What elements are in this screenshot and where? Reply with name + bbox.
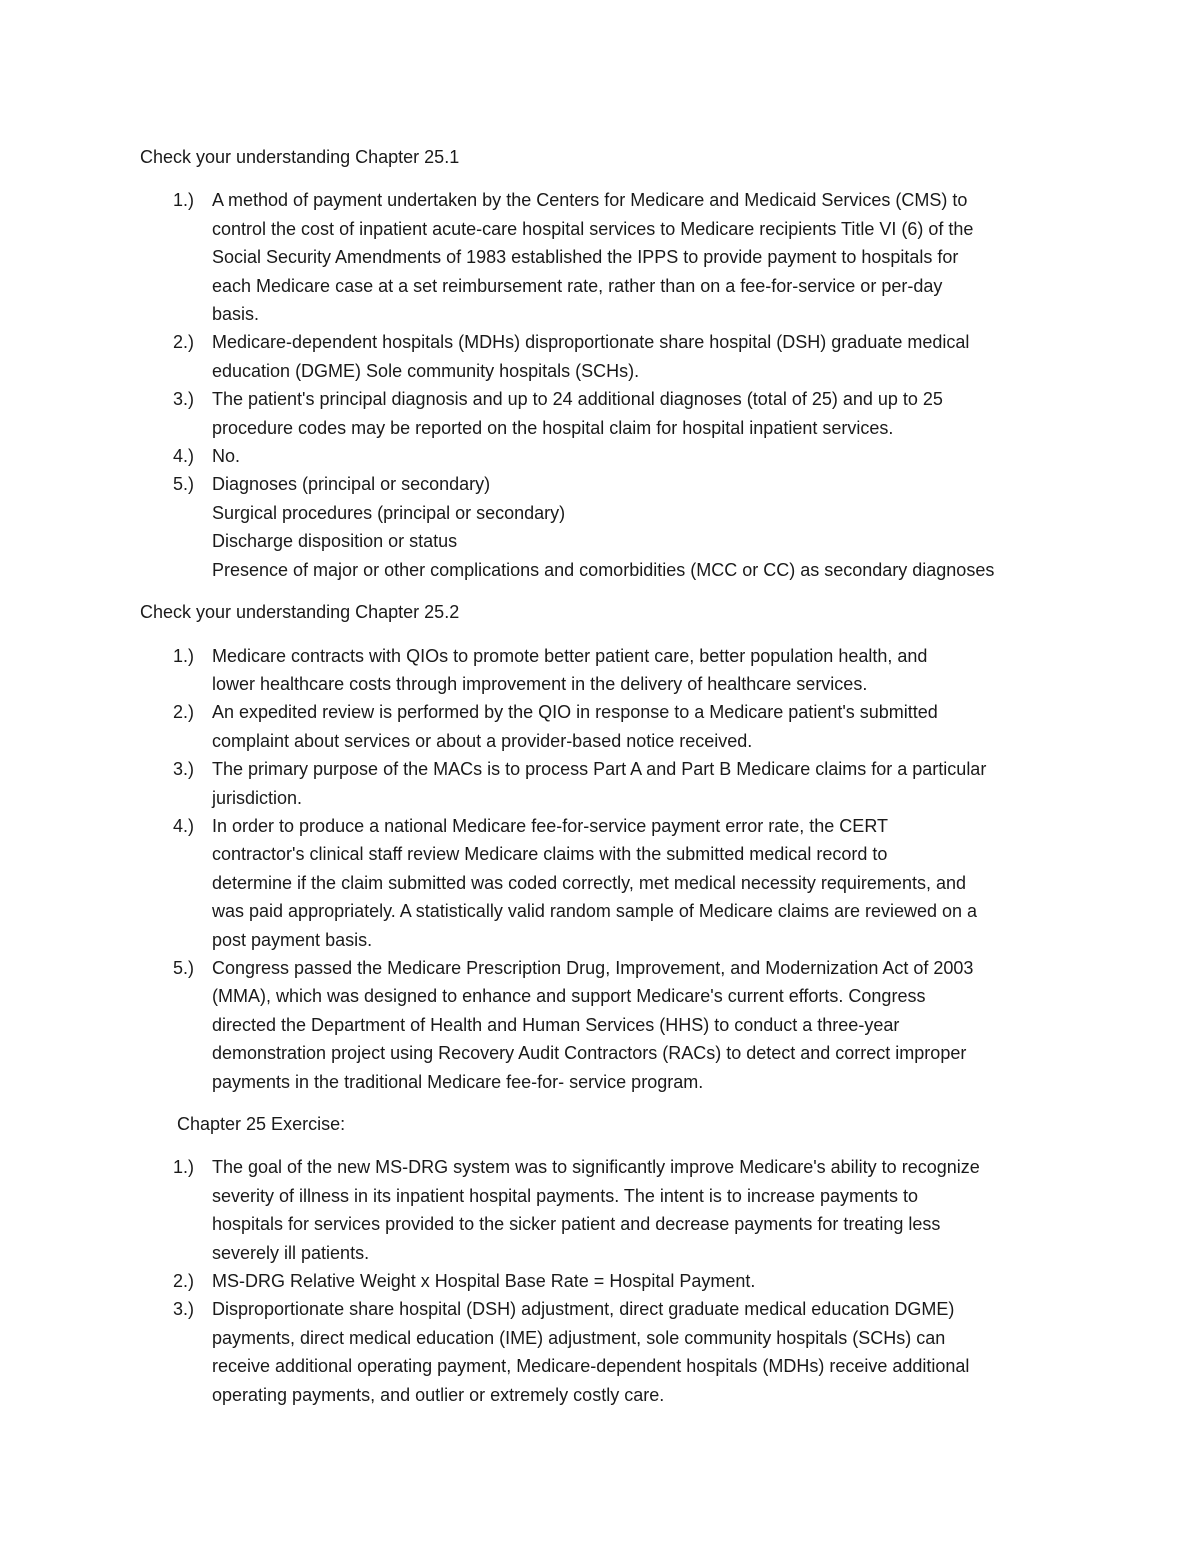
list-item [140, 470, 1070, 584]
item-line: contractor's clinical staff review Medicare claims with the submitted medical record to [212, 844, 888, 865]
list-item [140, 1153, 1070, 1267]
section-chapter-25-1 [140, 143, 1070, 584]
list-item [140, 442, 1070, 470]
item-line: The primary purpose of the MACs is to process Part A and Part B Medicare claims for a particular [212, 759, 987, 780]
item-line: complaint about services or about a provider-based notice received. [212, 730, 753, 751]
item-number: 2.) [173, 1271, 195, 1292]
item-line: education (DGME) Sole community hospitals (SCHs). [212, 360, 640, 381]
list-item [140, 812, 1070, 954]
item-line: A method of payment undertaken by the Centers for Medicare and Medicaid Services (CMS) to [212, 190, 968, 211]
item-line: severely ill patients. [212, 1242, 370, 1263]
item-line: Discharge disposition or status [212, 531, 458, 552]
item-line: determine if the claim submitted was coded correctly, met medical necessity requirements, and [212, 872, 966, 893]
list-item [140, 1295, 1070, 1409]
item-number: 1.) [173, 190, 195, 211]
item-line: No. [212, 446, 241, 467]
item-line: Medicare-dependent hospitals (MDHs) disproportionate share hospital (DSH) graduate medical [212, 332, 970, 353]
list-item [140, 698, 1070, 755]
item-line: Surgical procedures (principal or secondary) [212, 502, 566, 523]
item-number: 4.) [173, 815, 195, 836]
item-number: 4.) [173, 446, 195, 467]
item-number: 5.) [173, 957, 195, 978]
item-line: The goal of the new MS-DRG system was to significantly improve Medicare's ability to recognize [212, 1157, 980, 1178]
item-number: 5.) [173, 474, 195, 495]
item-line: Congress passed the Medicare Prescription Drug, Improvement, and Modernization Act of 2003 [212, 957, 974, 978]
item-line: severity of illness in its inpatient hospital payments. The intent is to increase payments to [212, 1185, 919, 1206]
item-line: each Medicare case at a set reimbursement rate, rather than on a fee-for-service or per-day [212, 275, 943, 296]
list-item [140, 642, 1070, 699]
item-number: 3.) [173, 759, 195, 780]
item-number: 2.) [173, 702, 195, 723]
section-heading: Check your understanding Chapter 25.2 [140, 602, 460, 623]
list-item [140, 755, 1070, 812]
item-line: operating payments, and outlier or extremely costly care. [212, 1384, 665, 1405]
item-line: directed the Department of Health and Human Services (HHS) to conduct a three-year [212, 1014, 900, 1035]
item-line: lower healthcare costs through improvement in the delivery of healthcare services. [212, 673, 868, 694]
item-line: receive additional operating payment, Medicare-dependent hospitals (MDHs) receive additional [212, 1356, 970, 1377]
item-line: Disproportionate share hospital (DSH) adjustment, direct graduate medical education DGME) [212, 1299, 955, 1320]
answer-list [140, 186, 1070, 584]
document-body [140, 143, 1070, 1423]
item-line: control the cost of inpatient acute-care hospital services to Medicare recipients Title VI (6) of the [212, 218, 974, 239]
item-line: Presence of major or other complications and comorbidities (MCC or CC) as secondary diagnoses [212, 559, 995, 580]
item-line: (MMA), which was designed to enhance and support Medicare's current efforts. Congress [212, 986, 926, 1007]
item-number: 1.) [173, 1157, 195, 1178]
answer-list [140, 642, 1070, 1097]
item-number: 1.) [173, 645, 195, 666]
item-number: 3.) [173, 389, 195, 410]
item-line: jurisdiction. [212, 787, 303, 808]
section-heading: Check your understanding Chapter 25.1 [140, 147, 460, 167]
item-line: basis. [212, 304, 260, 325]
item-line: procedure codes may be reported on the hospital claim for hospital inpatient services. [212, 417, 894, 438]
list-item [140, 385, 1070, 442]
item-line: hospitals for services provided to the sicker patient and decrease payments for treating less [212, 1214, 941, 1235]
section-heading: Chapter 25 Exercise: [177, 1114, 346, 1134]
list-item [140, 328, 1070, 385]
item-line: payments, direct medical education (IME) adjustment, sole community hospitals (SCHs) can [212, 1327, 946, 1348]
section-chapter-25-exercise [140, 1110, 1070, 1409]
list-item [140, 954, 1070, 1096]
section-chapter-25-2 [140, 598, 1070, 1096]
item-line: payments in the traditional Medicare fee-for- service program. [212, 1071, 704, 1092]
item-line: Social Security Amendments of 1983 established the IPPS to provide payment to hospitals for [212, 247, 959, 268]
item-line: Diagnoses (principal or secondary) [212, 474, 491, 495]
list-item [140, 1267, 1070, 1295]
item-line: An expedited review is performed by the QIO in response to a Medicare patient's submitted [212, 702, 938, 723]
item-number: 2.) [173, 332, 195, 353]
answer-list [140, 1153, 1070, 1409]
item-line: was paid appropriately. A statistically valid random sample of Medicare claims are reviewed on a [212, 901, 978, 922]
item-line: post payment basis. [212, 929, 373, 950]
item-line: Medicare contracts with QIOs to promote better patient care, better population health, and [212, 645, 928, 666]
item-line: In order to produce a national Medicare fee-for-service payment error rate, the CERT [212, 815, 888, 836]
item-line: The patient's principal diagnosis and up to 24 additional diagnoses (total of 25) and up to 25 [212, 389, 943, 410]
item-line: demonstration project using Recovery Audit Contractors (RACs) to detect and correct improper [212, 1043, 967, 1064]
item-line: MS-DRG Relative Weight x Hospital Base Rate = Hospital Payment. [212, 1271, 756, 1292]
list-item [140, 186, 1070, 328]
item-number: 3.) [173, 1299, 195, 1320]
